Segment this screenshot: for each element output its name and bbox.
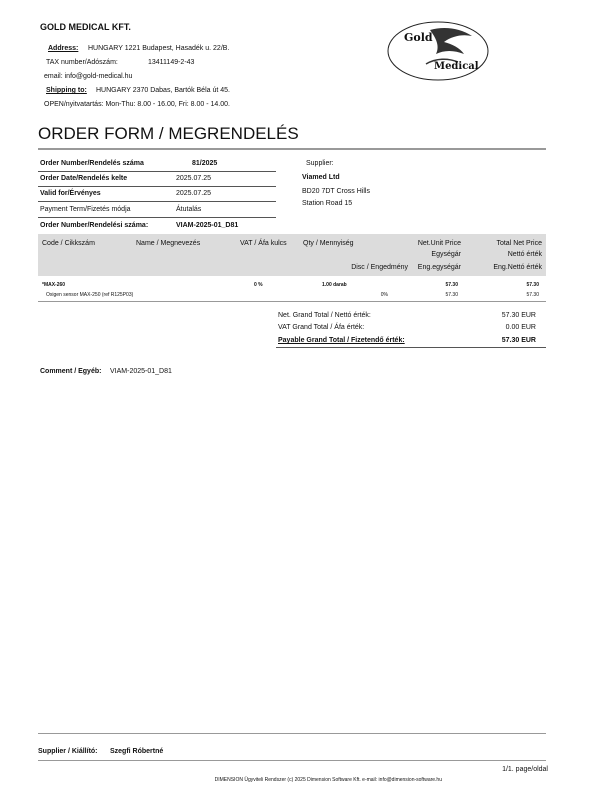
payable-total-value: 57.30 EUR (501, 337, 536, 344)
vat-total-label: VAT Grand Total / Áfa érték: (278, 324, 365, 331)
payment-label: Payment Term/Fizetés módja (40, 206, 131, 213)
supplier-name: Viamed Ltd (302, 174, 340, 181)
page-number: 1/1. page/oldal (502, 766, 548, 773)
opening-hours: OPEN/nyitvatartás: Mon-Thu: 8.00 - 16.00, Fri: 8.00 - 14.00. (44, 101, 230, 108)
order-date-label: Order Date/Rendelés kelte (40, 175, 128, 182)
item-qty: 1.00 darab (322, 282, 347, 288)
table-header-band (38, 234, 546, 276)
item-total: 57.30 (526, 282, 539, 288)
header-disc-total: Eng.Nettó érték (493, 264, 542, 271)
issuer-value: Szegfi Róbertné (110, 748, 164, 755)
comment-value: VIAM-2025-01_D81 (110, 368, 172, 375)
shipping-value: HUNGARY 2370 Dabas, Bartók Béla út 45. (96, 87, 230, 94)
valid-value: 2025.07.25 (176, 190, 212, 197)
table-bottom-rule (38, 301, 546, 302)
issuer-label: Supplier / Kiállító: (38, 748, 98, 755)
header-qty: Qty / Mennyiség (303, 240, 354, 247)
company-logo (386, 20, 490, 82)
company-email: email: info@gold-medical.hu (44, 73, 133, 80)
supplier-line1: BD20 7DT Cross Hills (302, 188, 370, 195)
item-code: *MAX-260 (42, 282, 66, 288)
address-label: Address: (48, 45, 79, 52)
header-unit-price: Net.Unit Price (417, 240, 461, 247)
footer-top-rule (38, 733, 546, 734)
item-discount: 0% (380, 292, 388, 298)
order-ref-label: Order Number/Rendelési száma: (40, 222, 149, 229)
vat-total-value: 0.00 EUR (505, 324, 536, 331)
order-ref-value: VIAM-2025-01_D81 (176, 222, 239, 229)
order-number-value: 81/2025 (192, 160, 218, 167)
header-vat: VAT / Áfa kulcs (240, 240, 287, 247)
order-info-divider (38, 201, 276, 202)
header-disc-unit-price: Eng.egységár (417, 264, 461, 271)
item-description: Oxigen sensor MAX-250 (ref R125P03) (46, 292, 134, 298)
company-name: GOLD MEDICAL KFT. (40, 22, 131, 32)
logo-graphic (386, 20, 490, 82)
item-price: 57.30 (445, 282, 458, 288)
item-disc-price: 57.30 (445, 292, 458, 298)
payment-value: Átutalás (176, 206, 202, 213)
header-total-hu: Nettó érték (507, 251, 542, 258)
net-total-label: Net. Grand Total / Nettó érték: (278, 312, 371, 319)
footer-bottom-rule (38, 760, 546, 761)
page-title: ORDER FORM / MEGRENDELÉS (38, 124, 299, 143)
net-total-value: 57.30 EUR (501, 312, 536, 319)
logo-text-medical: Medical (434, 61, 479, 72)
header-name: Name / Megnevezés (136, 240, 201, 247)
order-number-label: Order Number/Rendelés száma (40, 160, 144, 167)
order-info-divider (38, 171, 276, 172)
logo-text-gold: Gold (404, 31, 433, 44)
title-underline (38, 148, 546, 150)
header-unit-price-hu: Egységár (431, 251, 461, 258)
tax-value: 13411149-2-43 (148, 59, 195, 66)
header-discount: Disc / Engedmény (351, 264, 408, 271)
tax-label: TAX number/Adószám: (46, 59, 118, 66)
valid-label: Valid for/Érvényes (40, 190, 101, 197)
payable-total-label: Payable Grand Total / Fizetendő érték: (278, 337, 405, 344)
item-disc-total: 57.30 (526, 292, 539, 298)
order-date-value: 2025.07.25 (176, 175, 212, 182)
order-info-divider (38, 186, 276, 187)
header-total: Total Net Price (496, 240, 542, 247)
supplier-label: Supplier: (306, 160, 334, 167)
shipping-label: Shipping to: (46, 87, 87, 94)
software-credit: DIMENSION Ügyviteli Rendszer (c) 2025 Dimension Software Kft. e-mail: info@dimension-software.hu (214, 777, 442, 783)
address-value: HUNGARY 1221 Budapest, Hasadék u. 22/B. (88, 45, 230, 52)
item-vat: 0 % (254, 282, 263, 288)
supplier-line2: Station Road 15 (302, 200, 353, 207)
comment-label: Comment / Egyéb: (40, 368, 102, 375)
order-info-divider (38, 217, 276, 218)
header-code: Code / Cikkszám (42, 240, 95, 247)
totals-underline (276, 347, 546, 348)
